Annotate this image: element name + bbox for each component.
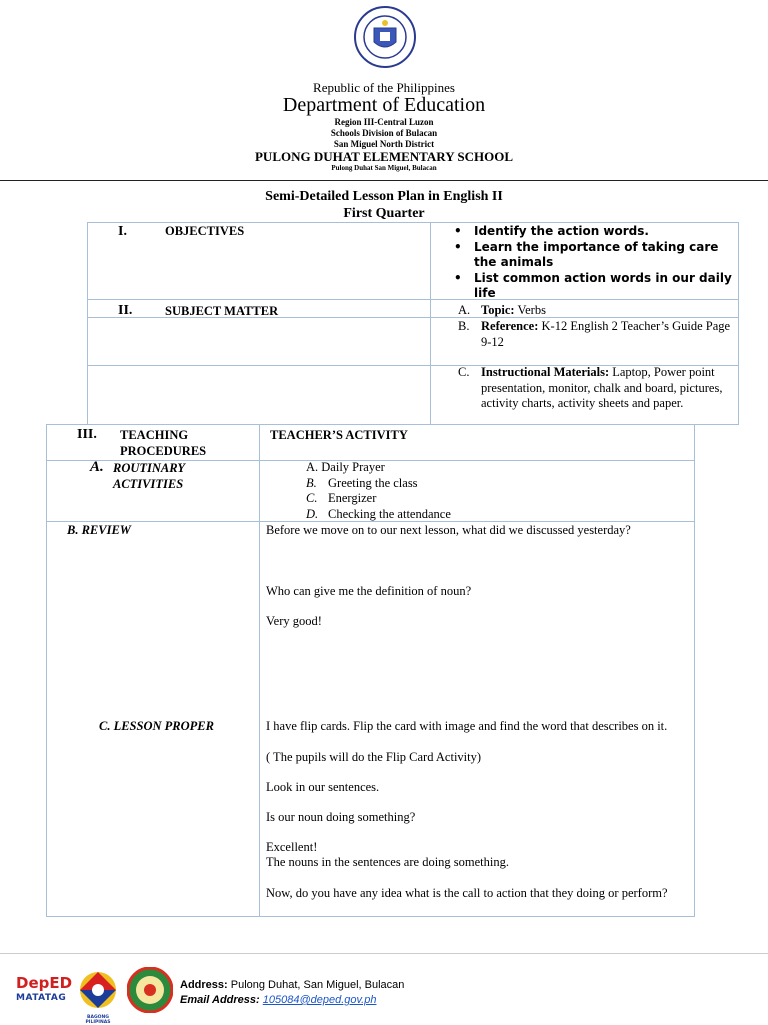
lesson-paragraph: Is our noun doing something?: [266, 810, 416, 824]
header-divider: [0, 180, 768, 181]
department-title: Department of Education: [282, 94, 486, 116]
lesson-paragraph: Now, do you have any idea what is the call to action that they doing or perform?: [266, 886, 668, 900]
section-one-number: I.: [118, 224, 127, 239]
lesson-paragraph: I have flip cards. Flip the card with image and find the word that describes on it.: [266, 719, 668, 733]
materials-value: Laptop, Power point presentation, monitor, chalk and board, pictures, activity charts, activity sheets and paper.: [481, 365, 723, 410]
republic-text: Republic of the Philippines: [313, 80, 455, 95]
lesson-proper-heading: C. LESSON PROPER: [99, 719, 214, 733]
objective-item: • List common action words in our daily life: [448, 271, 733, 302]
topic-line: [458, 303, 733, 319]
footer-divider: [0, 953, 768, 954]
footer-email: [180, 994, 376, 1006]
lesson-paragraph: Look in our sentences.: [266, 780, 380, 794]
district-text: San Miguel North District: [333, 139, 435, 149]
quarter-title: First Quarter: [343, 206, 425, 221]
routinary-item-text: Daily Prayer: [321, 460, 385, 474]
deped-matatag-logo: [16, 974, 73, 1013]
routinary-item-letter: C.: [306, 491, 318, 505]
subject-empty-cell: [87, 317, 431, 366]
routinary-item-text: Energizer: [328, 491, 377, 505]
reference-letter: B.: [458, 319, 470, 333]
teaching-procedures-heading: TEACHING PROCEDURES: [120, 428, 207, 458]
review-paragraph: Who can give me the definition of noun?: [266, 584, 472, 598]
lesson-paragraph: Excellent!: [266, 840, 318, 854]
objective-item: • Learn the importance of taking care the animals: [448, 240, 733, 271]
topic-value: Verbs: [514, 303, 546, 317]
footer-address: [180, 979, 404, 991]
reference-value: K-12 English 2 Teacher’s Guide Page 9-12: [481, 319, 731, 349]
reference-line: [458, 319, 733, 350]
region-text: Region III-Central Luzon: [334, 117, 434, 127]
subject-empty-cell-2: [87, 365, 431, 425]
school-name: PULONG DUHAT ELEMENTARY SCHOOL: [254, 149, 513, 164]
deped-seal-logo: [354, 6, 416, 68]
routinary-item-text: Checking the attendance: [328, 507, 451, 521]
division-text: Schools Division of Bulacan: [330, 128, 438, 138]
review-paragraph: Very good!: [266, 614, 322, 628]
email-link[interactable]: 105084@deped.gov.ph: [262, 994, 377, 1006]
lesson-paragraph: The nouns in the sentences are doing something.: [266, 855, 509, 869]
routinary-item: [306, 491, 376, 507]
materials-line: [458, 365, 736, 412]
routinary-item-letter: D.: [306, 507, 319, 521]
bagong-pilipinas-logo: [74, 966, 122, 1025]
routinary-item: [306, 476, 418, 492]
lesson-plan-title: Semi-Detailed Lesson Plan in English II: [265, 189, 503, 204]
routinary-item-letter: B.: [306, 476, 317, 490]
address-label: Address:: [180, 979, 228, 991]
routinary-letter: A.: [90, 459, 104, 475]
lesson-paragraph: ( The pupils will do the Flip Card Activity): [266, 750, 482, 764]
review-heading: B. REVIEW: [67, 523, 131, 537]
topic-key: Topic:: [481, 303, 515, 317]
address-value: Pulong Duhat, San Miguel, Bulacan: [227, 979, 405, 991]
materials-letter: C.: [458, 365, 470, 379]
school-address: Pulong Duhat San Miguel, Bulacan: [331, 164, 437, 172]
objectives-label-cell: [87, 222, 431, 300]
matatag-logo-text: MATATAG: [16, 993, 67, 1003]
review-paragraph: Before we move on to our next lesson, what did we discussed yesterday?: [266, 523, 631, 537]
routinary-item-text: Greeting the class: [328, 476, 418, 490]
routinary-heading: ROUTINARY ACTIVITIES: [113, 461, 185, 491]
deped-logo-text: DepED: [16, 974, 73, 992]
topic-letter: A.: [458, 303, 471, 317]
materials-key: Instructional Materials:: [481, 365, 610, 379]
routinary-item-letter: A.: [306, 460, 319, 474]
objectives-heading: OBJECTIVES: [165, 224, 245, 238]
teachers-activity-heading: TEACHER’S ACTIVITY: [270, 428, 408, 442]
bagong-pilipinas-caption: BAGONG PILIPINAS: [85, 1015, 111, 1025]
school-seal-logo: [127, 967, 173, 1013]
reference-key: Reference:: [481, 319, 539, 333]
email-label: Email Address:: [180, 994, 260, 1006]
routinary-item: [306, 460, 385, 476]
section-three-number: III.: [77, 427, 97, 442]
section-two-number: II.: [118, 303, 133, 318]
objectives-list: [448, 224, 733, 302]
routinary-item: [306, 507, 451, 523]
subject-matter-heading: SUBJECT MATTER: [165, 304, 279, 318]
objective-item: • Identify the action words.: [448, 224, 733, 240]
